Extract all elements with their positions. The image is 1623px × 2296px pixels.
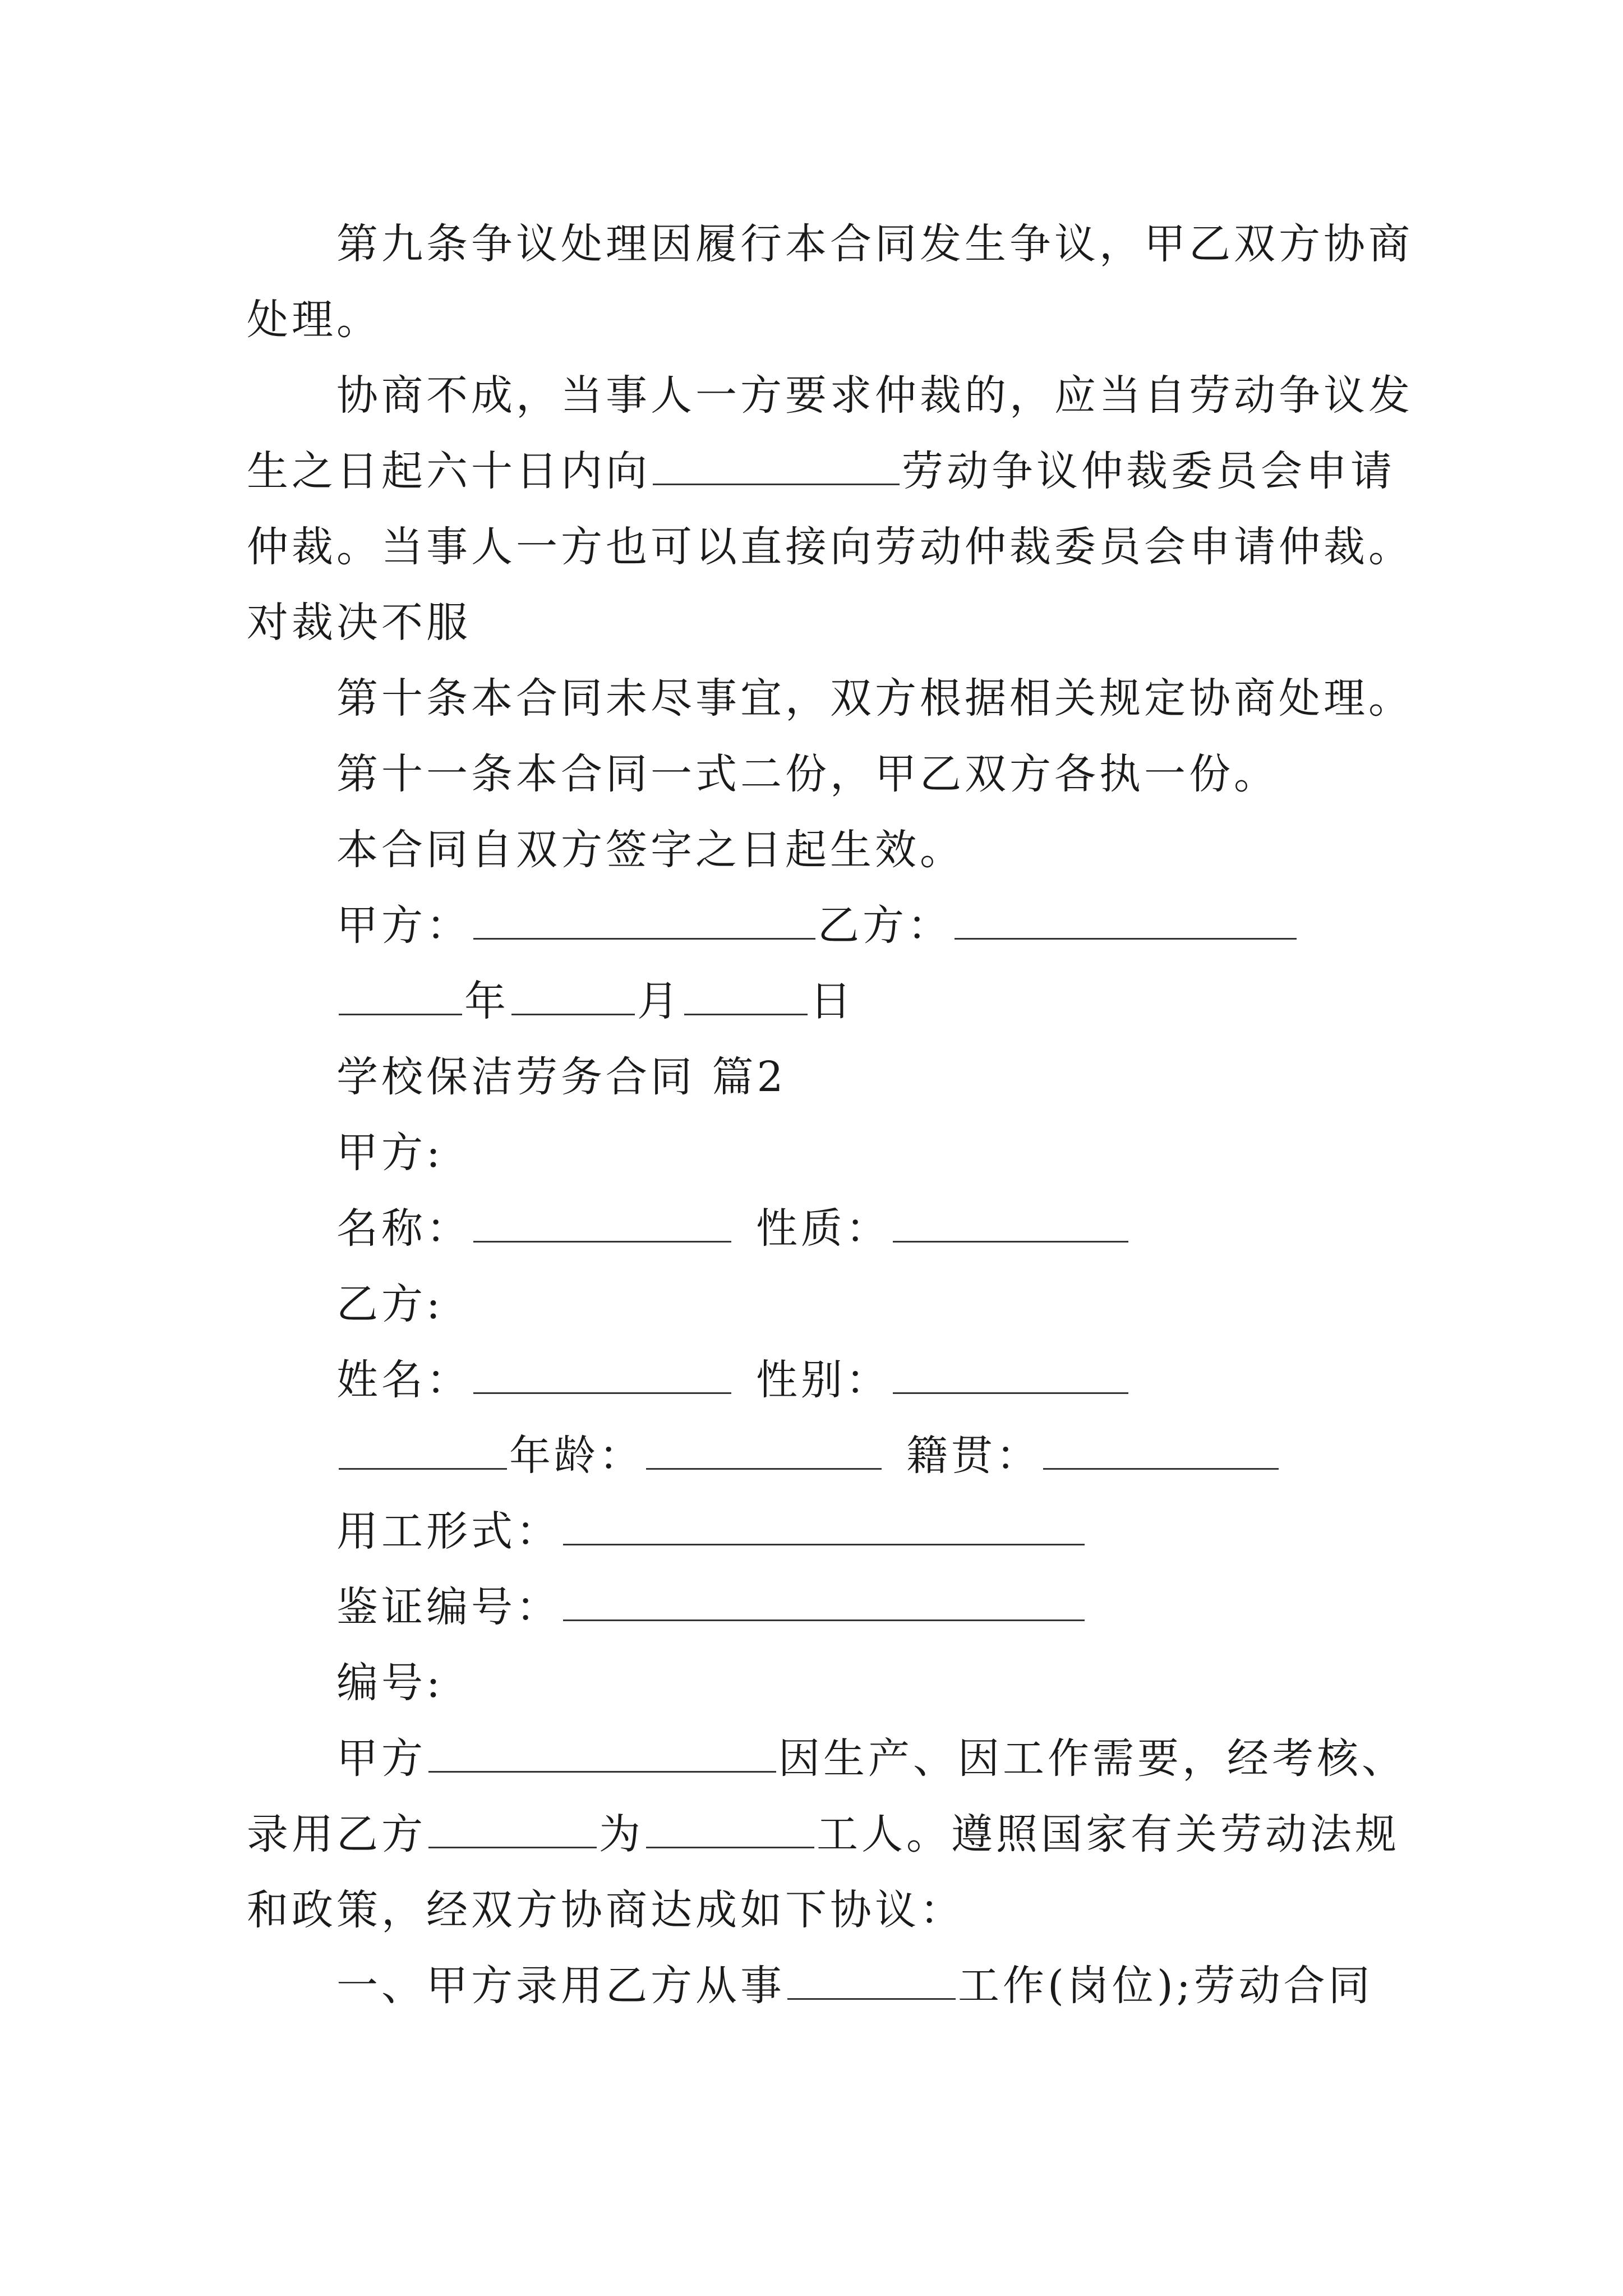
person-name-blank[interactable]	[473, 1353, 731, 1394]
person-name-label: 姓名：	[336, 1356, 471, 1404]
employee-blank[interactable]	[428, 1807, 597, 1848]
employment-form-blank[interactable]	[563, 1504, 1085, 1545]
hiring-text-e: 工人。遵照国家有关劳动法规	[817, 1810, 1400, 1858]
name-label: 名称：	[336, 1204, 471, 1253]
hiring-text-a: 甲方	[336, 1734, 426, 1783]
employment-form-label: 用工形式：	[336, 1507, 561, 1556]
cert-number-label: 鉴证编号：	[336, 1583, 561, 1631]
arbitration-line-4: 对裁决不服	[247, 599, 471, 647]
nature-label: 性质：	[756, 1204, 891, 1253]
party-b-heading: 乙方:	[336, 1280, 444, 1328]
clause-1-text-a: 一、甲方录用乙方从事	[336, 1962, 785, 2010]
age-origin-line	[0, 1428, 1623, 1484]
party-a-heading: 甲方:	[336, 1129, 444, 1177]
hiring-line-1	[0, 1731, 1623, 1787]
cert-number-line	[0, 1579, 1623, 1635]
nature-blank[interactable]	[893, 1202, 1128, 1243]
hiring-text-b: 因生产、因工作需要，经考核、	[778, 1734, 1407, 1783]
arbitration-text-b: 劳动争议仲裁委员会申请	[902, 447, 1395, 495]
year-label: 年	[464, 977, 509, 1025]
employment-form-line	[0, 1503, 1623, 1559]
worker-type-blank[interactable]	[646, 1807, 814, 1848]
name-nature-line	[0, 1200, 1623, 1257]
party-a-signature-label: 甲方：	[336, 901, 471, 950]
party-a-signature-blank[interactable]	[473, 899, 815, 940]
effective-clause: 本合同自双方签字之日起生效。	[336, 826, 965, 874]
pre-age-blank[interactable]	[339, 1429, 507, 1470]
arbitration-line-3: 仲裁。当事人一方也可以直接向劳动仲裁委员会申请仲裁。	[247, 523, 1413, 571]
year-blank[interactable]	[339, 974, 462, 1015]
day-blank[interactable]	[684, 974, 808, 1015]
party-b-signature-label: 乙方：	[818, 901, 952, 950]
hiring-text-d: 为	[599, 1810, 644, 1858]
gender-label: 性别：	[756, 1356, 891, 1404]
clause-1-text-b: 工作(岗位);劳动合同	[958, 1962, 1373, 2010]
article-9-line-1: 第九条争议处理因履行本合同发生争议，甲乙双方协商	[336, 220, 1413, 268]
cert-number-blank[interactable]	[563, 1580, 1085, 1621]
day-label: 日	[810, 977, 855, 1025]
date-line	[0, 973, 1623, 1029]
job-blank[interactable]	[787, 1959, 956, 2000]
number-line: 编号:	[336, 1659, 444, 1707]
employer-blank[interactable]	[428, 1732, 776, 1773]
hiring-line-2	[0, 1806, 1623, 1862]
article-9-line-2: 处理。	[247, 296, 381, 344]
person-gender-line	[0, 1352, 1623, 1408]
article-10: 第十条本合同未尽事宜，双方根据相关规定协商处理。	[336, 674, 1413, 723]
article-11: 第十一条本合同一式二份，甲乙双方各执一份。	[336, 750, 1279, 798]
arbitration-line-1: 协商不成，当事人一方要求仲裁的，应当自劳动争议发	[336, 371, 1413, 420]
contract-2-title: 学校保洁劳务合同 篇2	[336, 1053, 787, 1101]
origin-label: 籍贯：	[906, 1432, 1041, 1480]
gender-blank[interactable]	[893, 1353, 1128, 1394]
month-label: 月	[637, 977, 682, 1025]
month-blank[interactable]	[511, 974, 635, 1015]
age-label: 年龄：	[509, 1432, 644, 1480]
party-b-signature-blank[interactable]	[955, 899, 1297, 940]
age-blank[interactable]	[646, 1429, 882, 1470]
hiring-text-c: 录用乙方	[247, 1810, 426, 1858]
name-blank[interactable]	[473, 1202, 731, 1243]
clause-1-line	[0, 1958, 1623, 2014]
origin-blank[interactable]	[1043, 1429, 1279, 1470]
arbitration-line-2	[0, 443, 1623, 499]
arbitration-text-a: 生之日起六十日内向	[247, 447, 651, 495]
signature-line	[0, 898, 1623, 954]
arbitration-committee-blank[interactable]	[653, 444, 900, 485]
hiring-line-3: 和政策，经双方协商达成如下协议：	[247, 1886, 965, 1934]
